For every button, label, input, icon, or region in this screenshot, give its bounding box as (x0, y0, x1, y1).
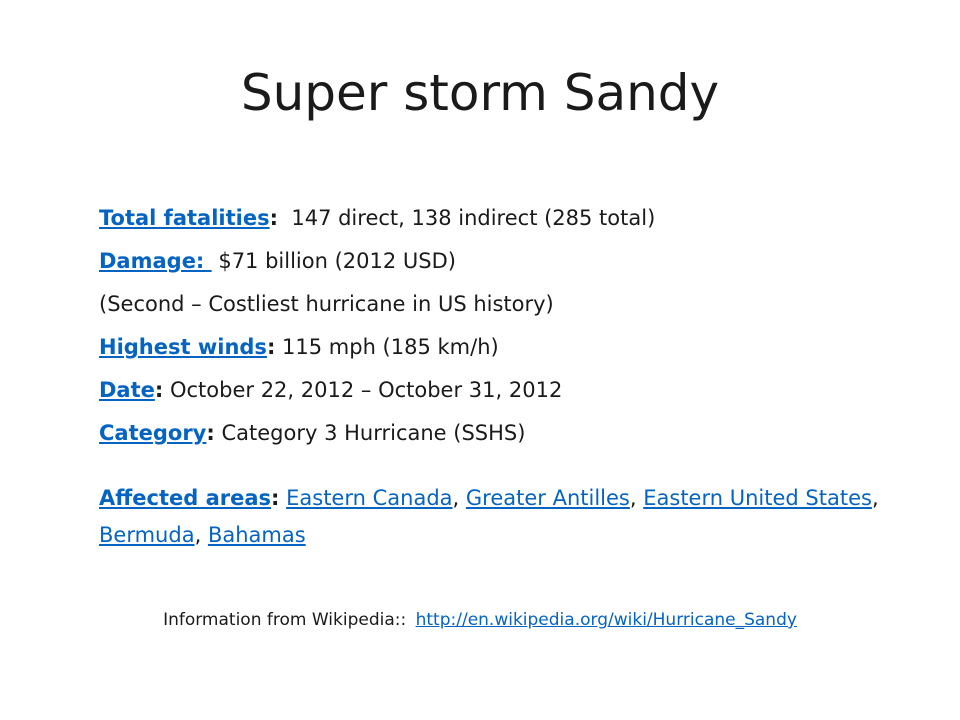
slide-body (99, 197, 889, 554)
date-value: October 22, 2012 – October 31, 2012 (169, 378, 563, 402)
date-row (99, 369, 889, 412)
area-separator: , (452, 486, 460, 510)
winds-value: 115 mph (185 km/h) (282, 335, 499, 359)
affected-areas-link[interactable]: Affected areas (99, 486, 272, 510)
winds-row (99, 326, 889, 369)
area-link-greater-antilles[interactable]: Greater Antilles (465, 486, 630, 510)
date-link[interactable]: Date (99, 378, 155, 402)
source-link[interactable]: http://en.wikipedia.org/wiki/Hurricane_Sandy (415, 610, 797, 630)
category-colon: : (206, 421, 215, 445)
category-row (99, 412, 889, 455)
fatalities-colon: : (269, 206, 278, 230)
area-separator: , (194, 523, 202, 547)
affected-areas-colon: : (271, 486, 280, 510)
category-link[interactable]: Category (99, 421, 207, 445)
date-colon: : (154, 378, 164, 402)
category-value: Category 3 Hurricane (SSHS) (221, 421, 526, 445)
area-link-eastern-united-states[interactable]: Eastern United States (643, 486, 872, 510)
winds-link[interactable]: Highest winds (99, 335, 267, 359)
costliest-note: (Second – Costliest hurricane in US history) (99, 292, 554, 316)
area-separator: , (871, 486, 879, 510)
affected-areas-row (99, 480, 889, 554)
damage-link[interactable] (99, 249, 212, 273)
source-text: Information from Wikipedia:: (163, 610, 407, 630)
fatalities-link[interactable]: Total fatalities (99, 206, 270, 230)
winds-colon: : (266, 335, 276, 359)
damage-label: Damage: (99, 249, 212, 273)
damage-row (99, 240, 889, 283)
area-separator: , (629, 486, 637, 510)
area-link-eastern-canada[interactable]: Eastern Canada (286, 486, 453, 510)
source-footer (0, 606, 960, 634)
slide-title: Super storm Sandy (240, 64, 720, 122)
spacer (99, 455, 889, 480)
area-link-bermuda[interactable]: Bermuda (99, 523, 195, 547)
damage-value: $71 billion (2012 USD) (218, 249, 456, 273)
fatalities-row (99, 197, 889, 240)
area-link-bahamas[interactable]: Bahamas (207, 523, 306, 547)
fatalities-value: 147 direct, 138 indirect (285 total) (291, 206, 656, 230)
